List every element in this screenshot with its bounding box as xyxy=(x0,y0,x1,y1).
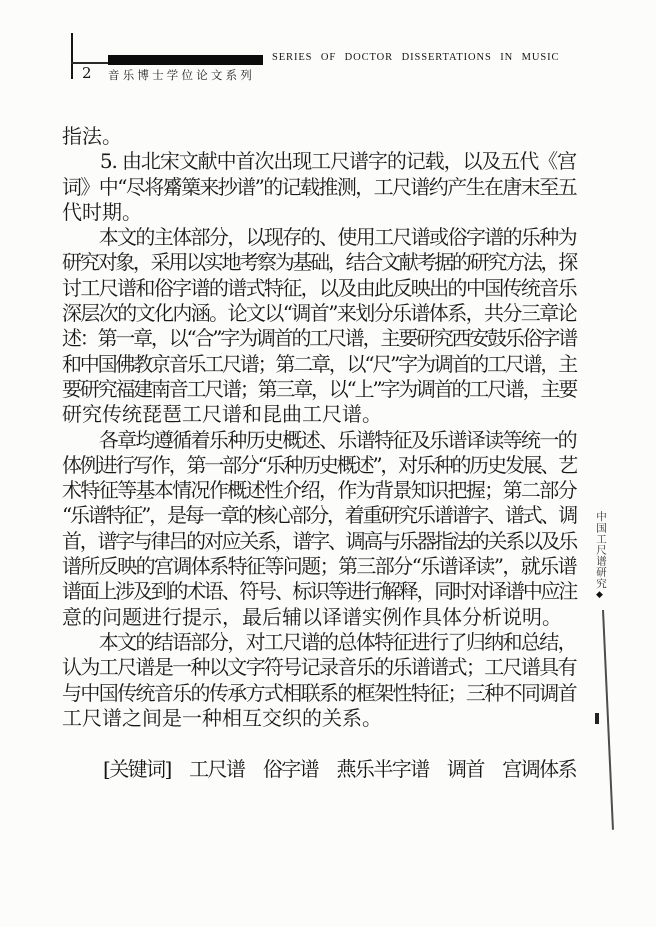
text-line: 讨工尺谱和俗字谱的谱式特征，以及由此反映出的中国传统音乐 xyxy=(62,275,576,300)
keywords-inner xyxy=(103,757,576,782)
paragraph xyxy=(62,124,576,149)
paragraph xyxy=(62,149,576,225)
paragraph xyxy=(62,630,576,731)
text-line: 体例进行写作，第一部分“乐种历史概述”，对乐种的历史发展、艺 xyxy=(62,452,576,477)
paragraph xyxy=(62,225,576,427)
scan-artifact-mark xyxy=(595,713,599,724)
series-title-en: SERIES OF DOCTOR DISSERTATIONS IN MUSIC xyxy=(272,52,560,63)
header-black-bar xyxy=(108,55,263,65)
text-line: 谱所反映的宫调体系特征等问题；第三部分“乐谱译读”，就乐谱 xyxy=(62,554,576,579)
text-line: 工尺谱之间是一种相互交织的关系。 xyxy=(62,705,382,730)
text-line: 研究对象，采用以实地考察为基础，结合文献考据的研究方法，探 xyxy=(62,250,576,275)
keywords-text: [关键词] 工尺谱 俗字谱 燕乐半字谱 调首 宫调体系 xyxy=(103,757,576,781)
text-line: 指法。 xyxy=(62,124,122,148)
text-line: 要研究福建南音工尺谱；第三章，以“上”字为调首的工尺谱，主要 xyxy=(62,376,576,401)
text-line: 本文的主体部分，以现存的、使用工尺谱或俗字谱的乐种为 xyxy=(62,225,576,250)
text-line: 研究传统琵琶工尺谱和昆曲工尺谱。 xyxy=(62,402,382,427)
text-line: 术特征等基本情况作概述性介绍，作为背景知识把握；第二部分 xyxy=(62,478,576,503)
text-line: 和中国佛教京音乐工尺谱；第二章，以“尺”字为调首的工尺谱，主 xyxy=(62,351,576,376)
text-line: 本文的结语部分，对工尺谱的总体特征进行了归纳和总结， xyxy=(62,629,576,654)
text-line: 首，谱字与律吕的对应关系，谱字、调高与乐器指法的关系以及乐 xyxy=(62,528,576,553)
margin-rule-vertical xyxy=(602,610,613,830)
paragraph xyxy=(62,428,576,630)
series-title-zh: 音乐博士学位论文系列 xyxy=(108,68,255,82)
text-line: 认为工尺谱是一种以文字符号记录音乐的乐谱谱式；工尺谱具有 xyxy=(62,655,576,680)
diamond-icon: ◆ xyxy=(596,590,603,600)
text-line: 各章均遵循着乐种历史概述、乐谱特征及乐谱译读等统一的 xyxy=(62,427,576,452)
text-line: 词》中“尽将觱篥来抄谱”的记载推测，工尺谱约产生在唐末至五 xyxy=(62,174,576,199)
keywords-line xyxy=(62,757,576,782)
text-line: 5. 由北宋文献中首次出现工尺谱字的记载，以及五代《宫 xyxy=(62,149,576,174)
text-line: 意的问题进行提示，最后辅以译谱实例作具体分析说明。 xyxy=(62,604,562,629)
header-tick-rule xyxy=(71,33,73,79)
text-line: 谱面上涉及到的术语、符号、标识等进行解释，同时对译谱中应注 xyxy=(62,579,576,604)
text-line: 述：第一章，以“合”字为调首的工尺谱，主要研究西安鼓乐俗字谱 xyxy=(62,326,576,351)
body-text xyxy=(62,124,576,731)
text-line: 代时期。 xyxy=(62,199,142,224)
text-line: 深层次的文化内涵。论文以“调首”来划分乐谱体系，共分三章论 xyxy=(62,301,576,326)
text-line: 与中国传统音乐的传承方式相联系的框架性特征；三种不同调首 xyxy=(62,680,576,705)
text-line: “乐谱特征”，是每一章的核心部分，着重研究乐谱谱字、谱式、调 xyxy=(62,503,576,528)
page-number: 2 xyxy=(82,64,92,82)
margin-title-vertical: 中国工尺谱研究 xyxy=(595,511,607,589)
